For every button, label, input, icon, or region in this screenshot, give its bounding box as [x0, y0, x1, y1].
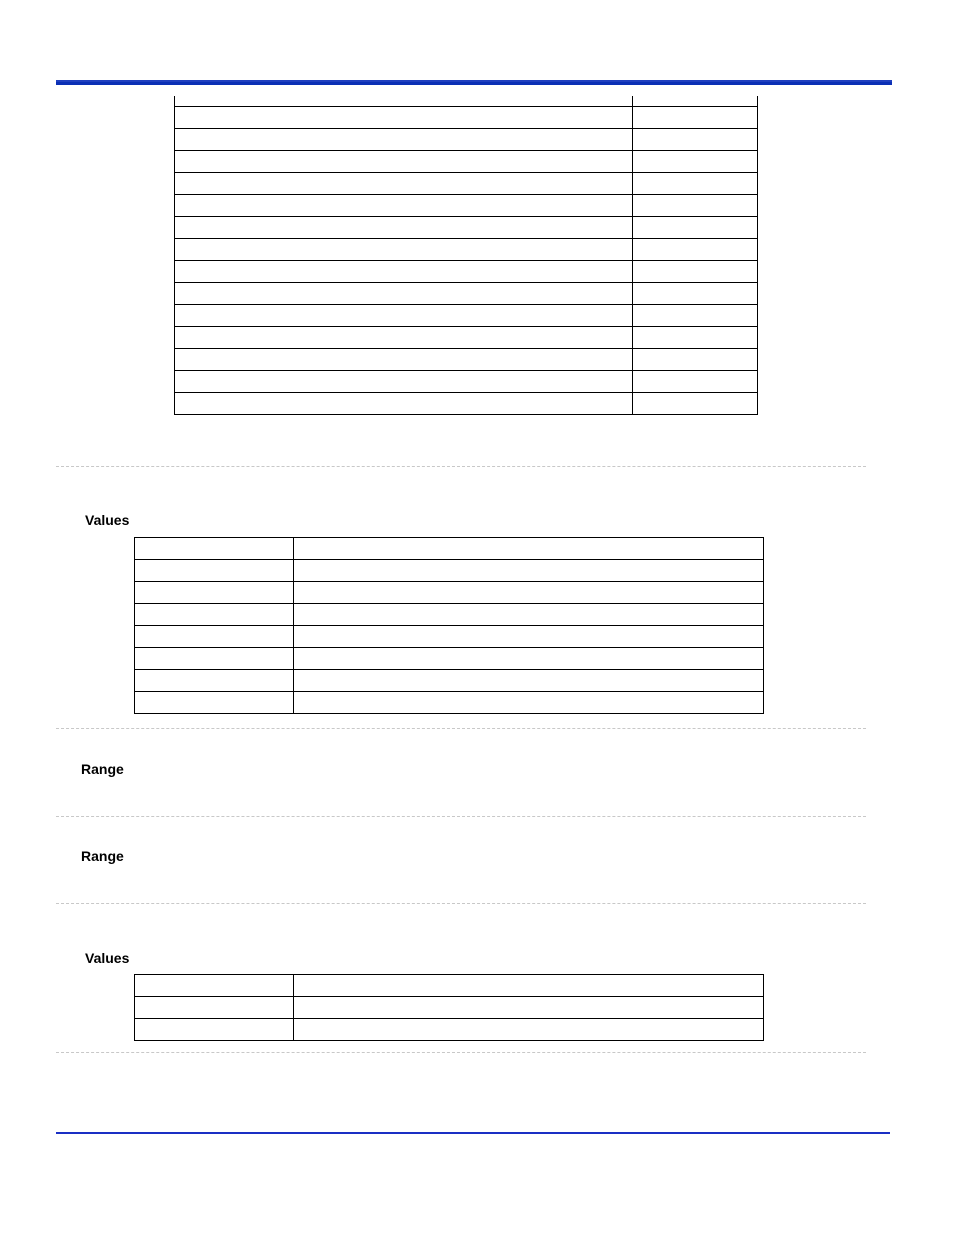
table-row [135, 975, 764, 997]
section-divider [56, 816, 866, 817]
section-heading: Values [85, 512, 130, 528]
table-row [135, 538, 764, 560]
table-row [135, 560, 764, 582]
table-row [135, 626, 764, 648]
table-row [175, 217, 758, 239]
section-heading: Values [85, 950, 130, 966]
table-row [135, 604, 764, 626]
table-row [135, 1019, 764, 1041]
table-row [175, 173, 758, 195]
table-row [135, 670, 764, 692]
table-row [175, 283, 758, 305]
table-row [175, 129, 758, 151]
values-table [134, 537, 764, 714]
table-row [175, 96, 758, 107]
section-divider [56, 1052, 866, 1053]
section-heading: Range [81, 848, 124, 864]
table-row [175, 261, 758, 283]
footer-rule [56, 1132, 890, 1134]
table-row [135, 648, 764, 670]
table-row [175, 107, 758, 129]
section-divider [56, 728, 866, 729]
table-row [175, 239, 758, 261]
table-row [135, 997, 764, 1019]
table-row [175, 349, 758, 371]
continuation-table [174, 96, 758, 415]
section-divider [56, 903, 866, 904]
table-row [175, 327, 758, 349]
table-row [135, 692, 764, 714]
table-row [175, 305, 758, 327]
table-row [175, 151, 758, 173]
values-table [134, 974, 764, 1041]
table-row [175, 371, 758, 393]
section-divider [56, 466, 866, 467]
table-row [175, 393, 758, 415]
section-heading: Range [81, 761, 124, 777]
table-row [135, 582, 764, 604]
header-rule [56, 80, 892, 85]
table-row [175, 195, 758, 217]
header-rule-accent [56, 82, 892, 85]
